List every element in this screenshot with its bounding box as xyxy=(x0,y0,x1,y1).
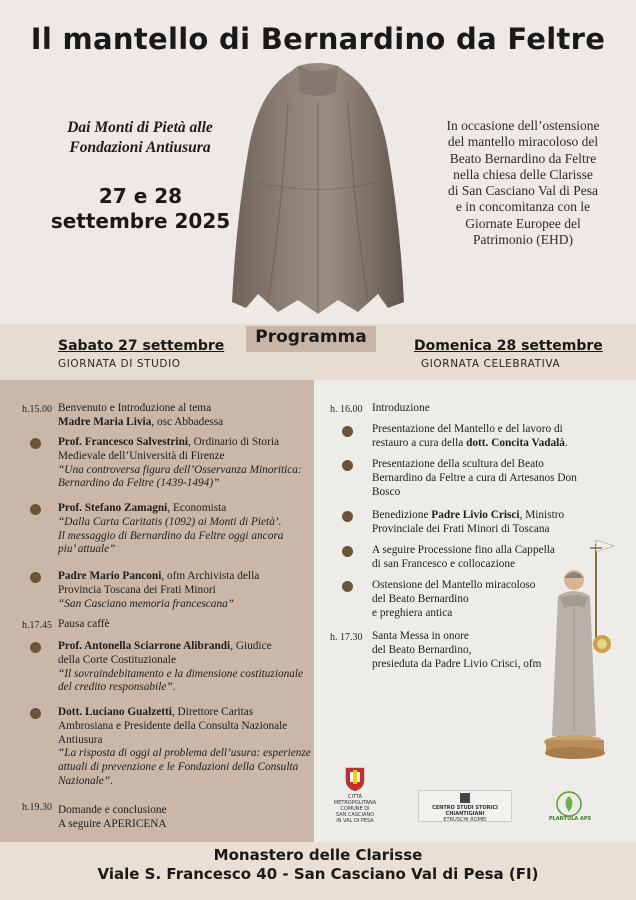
subtitle-line: Fondazioni Antiusura xyxy=(69,139,211,156)
list-item: Padre Mario Panconi, ofm Archivista della Provincia Toscana dei Frati Minori “San Casciano memoria francescana” xyxy=(58,570,260,610)
intro-line: In occasione dell’ostensione xyxy=(446,118,600,133)
coffee-break: Pausa caffè xyxy=(58,618,110,630)
time-label: h. 17.30 xyxy=(330,632,363,643)
list-item: Presentazione della scultura del Beato Bernardino da Feltre a cura di Artesanos Don Bosco xyxy=(372,458,577,498)
intro-line: del mantello miracoloso del xyxy=(447,134,599,150)
bullet-dot xyxy=(30,438,41,449)
intro-line: Beato Bernardino da Feltre xyxy=(449,150,597,166)
saturday-subheading: GIORNATA DI STUDIO xyxy=(58,358,181,370)
saint-statue-image xyxy=(540,536,632,764)
list-item: Benedizione Padre Livio Crisci, Ministro Provinciale dei Frati Minori di Toscana xyxy=(372,509,565,535)
intro-line: Giornate Europee del xyxy=(465,215,581,231)
list-item: Prof. Stefano Zamagni, Economista “Dalla Carta Caritatis (1092) ai Monti di Pietà’. Il messaggio di Bernardino da Feltre oggi ancora piu’ attuale” xyxy=(58,502,284,556)
list-item: Dott. Luciano Gualzetti, Direttore Caritas Ambrosiana e Presidente della Consulta Nazionale Antiusura “La risposta di oggi al problema dell’usura: esperienze attuali di prevenzione e le Fondazioni della Consulta Nazionale”. xyxy=(58,706,311,787)
bullet-dot xyxy=(30,708,41,719)
time-label: h. 16.00 xyxy=(330,404,363,415)
venue-address: Viale S. Francesco 40 - San Casciano Val di Pesa (FI) xyxy=(97,865,539,883)
bullet-dot xyxy=(342,426,353,437)
page-title: Il mantello di Bernardino da Feltre xyxy=(30,22,606,56)
list-item: Domande e conclusione A seguire APERICENA xyxy=(58,804,167,830)
bullet-dot xyxy=(342,546,353,557)
event-dates xyxy=(28,184,253,234)
intro-line: e in concomitanza con le xyxy=(455,199,591,215)
intro-line: nella chiesa delle Clarisse xyxy=(453,166,593,182)
list-item: Introduzione xyxy=(372,402,430,414)
comune-logo-caption: CITTÀ METROPOLITANA COMUNE DI SAN CASCIANO IN VAL DI PESA xyxy=(333,794,377,824)
time-label: h.17.45 xyxy=(22,620,52,631)
centro-studi-emblem-icon xyxy=(460,793,470,803)
list-item: A seguire Processione fino alla Cappella di san Francesco e collocazione xyxy=(372,544,555,570)
list-item: Presentazione del Mantello e del lavoro di restauro a cura della dott. Concita Vadalà. xyxy=(372,423,568,449)
intro-line: di San Casciano Val di Pesa xyxy=(447,183,599,199)
cloak-image xyxy=(228,62,408,324)
plantula-leaf-icon xyxy=(552,790,586,818)
plantula-logo-caption: PLANTULA APS xyxy=(548,816,592,822)
list-item: Santa Messa in onore del Beato Bernardino, presieduta da Padre Livio Crisci, ofm xyxy=(372,630,542,670)
dates-line: 27 e 28 xyxy=(98,184,183,208)
venue-name: Monastero delle Clarisse xyxy=(213,846,423,864)
time-label: h.15.00 xyxy=(22,404,52,415)
bullet-dot xyxy=(30,504,41,515)
saturday-heading: Sabato 27 settembre xyxy=(58,338,225,354)
comune-crest-icon xyxy=(344,766,366,792)
program-label: Programma xyxy=(255,327,367,347)
bullet-dot xyxy=(342,460,353,471)
bullet-dot xyxy=(30,642,41,653)
intro-line: Patrimonio (EHD) xyxy=(472,232,574,248)
bullet-dot xyxy=(342,581,353,592)
list-item: Prof. Antonella Sciarrone Alibrandi, Giudice della Corte Costituzionale “Il sovraindebitamento e la dimensione costituzionale del credito responsabile”. xyxy=(58,640,304,694)
sunday-subheading: GIORNATA CELEBRATIVA xyxy=(421,358,561,370)
sunday-heading: Domenica 28 settembre xyxy=(414,338,603,354)
bullet-dot xyxy=(30,572,41,583)
time-label: h.19.30 xyxy=(22,802,52,813)
list-item: Prof. Francesco Salvestrini, Ordinario di Storia Medievale dell’Università di Firenze “Una controversa figura dell’Osservanza Minoritica: Bernardino da Feltre (1439-1494)” xyxy=(58,436,302,490)
intro-text xyxy=(418,118,628,248)
bullet-dot xyxy=(342,511,353,522)
subtitle xyxy=(40,118,240,158)
list-item: Ostensione del Mantello miracoloso del Beato Bernardino e preghiera antica xyxy=(372,579,536,619)
dates-line: settembre 2025 xyxy=(50,209,231,233)
subtitle-line: Dai Monti di Pietà alle xyxy=(67,119,213,136)
centro-studi-logo: CENTRO STUDI STORICI CHIANTIGIANI ETRUSCHI ROMEI xyxy=(418,790,512,822)
list-item: Benvenuto e Introduzione al tema Madre Maria Livia, osc Abbadessa xyxy=(58,402,224,428)
